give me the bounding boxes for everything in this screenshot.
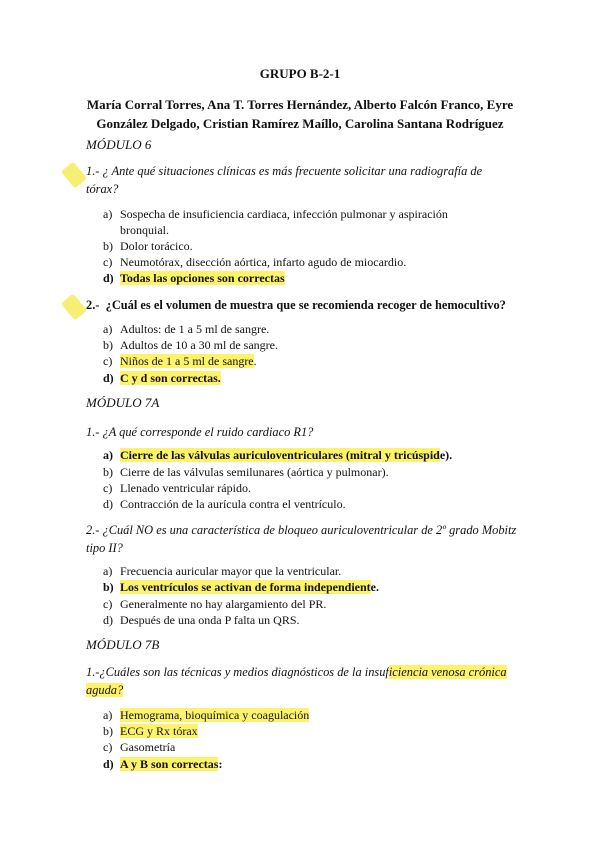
q1-option-d: d) Todas las opciones son correctas	[103, 271, 285, 285]
q4-option-b: b) Los ventrículos se activan de forma independiente.	[103, 580, 379, 594]
q5-option-c: c) Gasometría	[103, 740, 176, 754]
q1-option-c: c) Neumotórax, disección aórtica, infarto agudo de miocardio.	[103, 255, 407, 269]
q2-option-a: a) Adultos: de 1 a 5 ml de sangre.	[103, 322, 270, 336]
q2-option-d: d) C y d son correctas.	[103, 371, 221, 385]
question-4-line-2: tipo II?	[86, 541, 123, 555]
question-5-line-1: 1.-¿Cuáles son las técnicas y medios diagnósticos de la insuficiencia venosa crónica	[86, 665, 507, 679]
document-title: GRUPO B-2-1	[259, 66, 341, 81]
module-6-heading: MÓDULO 6	[86, 137, 152, 152]
q1-option-b: b) Dolor torácico.	[103, 239, 193, 253]
question-4-line-1: 2.- ¿Cuál NO es una característica de bloqueo auriculoventricular de 2º grado Mobitz	[86, 523, 517, 537]
q3-option-a: a) Cierre de las válvulas auriculoventriculares (mitral y tricúspide).	[103, 448, 453, 462]
question-5	[86, 663, 516, 699]
question-1-line-2: tórax?	[86, 182, 119, 196]
authors	[0, 95, 600, 133]
q2-option-b: b) Adultos de 10 a 30 ml de sangre.	[103, 338, 278, 352]
question-1	[86, 162, 516, 198]
highlight-marker	[61, 161, 87, 188]
q1-option-a: a) Sospecha de insuficiencia cardiaca, infección pulmonar y aspiración bronquial.	[103, 207, 448, 237]
question-1-line-1: 1.- ¿ Ante qué situaciones clínicas es más frecuente solicitar una radiografía de	[86, 164, 483, 178]
module-7a-heading: MÓDULO 7A	[86, 395, 160, 410]
q5-option-d: d) A y B son correctas:	[103, 757, 223, 771]
q3-option-b: b) Cierre de las válvulas semilunares (aórtica y pulmonar).	[103, 465, 389, 479]
question-2: 2.- ¿Cuál es el volumen de muestra que se recomienda recoger de hemocultivo?	[86, 298, 506, 312]
highlight-marker	[61, 293, 87, 320]
q4-option-c: c) Generalmente no hay alargamiento del PR.	[103, 597, 327, 611]
q5-option-a: a) Hemograma, bioquímica y coagulación	[103, 708, 310, 722]
q4-option-d: d) Después de una onda P falta un QRS.	[103, 613, 300, 627]
q2-option-c: c) Niños de 1 a 5 ml de sangre.	[103, 354, 257, 368]
q3-option-c: c) Llenado ventricular rápido.	[103, 481, 251, 495]
authors-line-1: María Corral Torres, Ana T. Torres Hernández, Alberto Falcón Franco, Eyre	[86, 97, 514, 112]
q4-option-a: a) Frecuencia auricular mayor que la ventricular.	[103, 564, 342, 578]
question-3: 1.- ¿A qué corresponde el ruido cardiaco R1?	[86, 425, 314, 439]
q3-option-d: d) Contracción de la aurícula contra el ventrículo.	[103, 497, 346, 511]
q5-option-b: b) ECG y Rx tórax	[103, 724, 198, 738]
module-7b-heading: MÓDULO 7B	[86, 637, 160, 652]
question-5-line-2: aguda?	[86, 683, 124, 697]
question-4	[86, 521, 526, 557]
authors-line-2: González Delgado, Cristian Ramírez Maíllo, Carolina Santana Rodríguez	[96, 116, 504, 131]
